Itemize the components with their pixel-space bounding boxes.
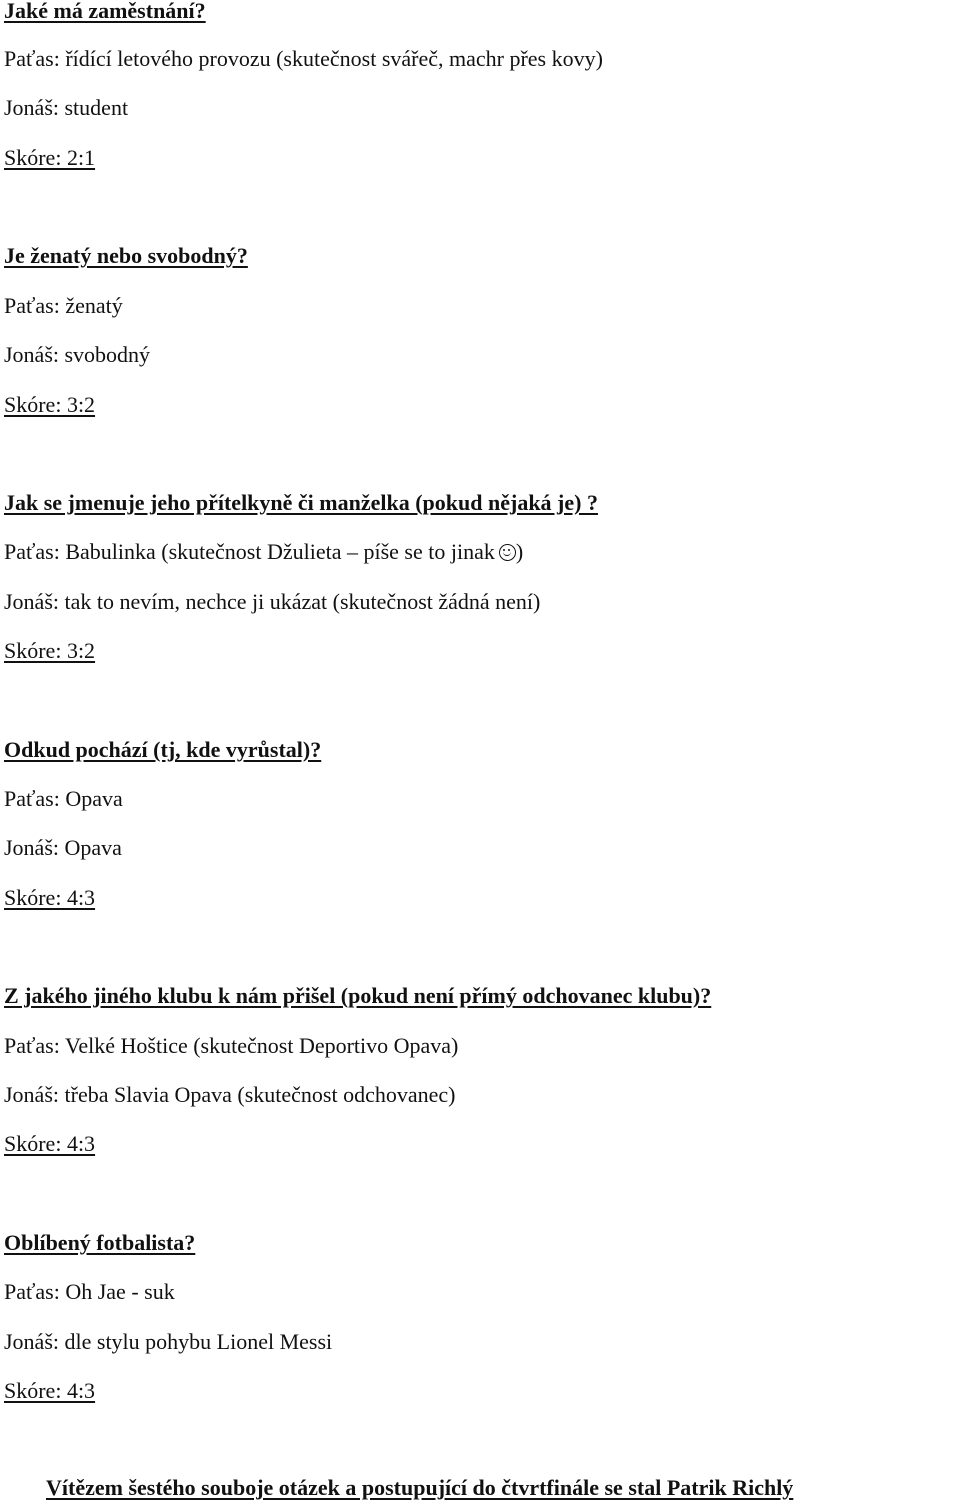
jonas-answer: Jonáš: tak to nevím, nechce ji ukázat (skutečnost žádná není): [4, 589, 541, 614]
patas-answer: Paťas: ženatý: [4, 293, 123, 318]
question-heading: Z jakého jiného klubu k nám přišel (pokud není přímý odchovanec klubu)?: [4, 983, 712, 1008]
patas-answer: [4, 537, 523, 567]
score-line: Skóre: 4:3: [4, 885, 96, 910]
patas-answer: Paťas: Opava: [4, 786, 123, 811]
jonas-answer: Jonáš: Opava: [4, 835, 122, 860]
score-line: Skóre: 2:1: [4, 145, 96, 170]
patas-answer-suffix: ): [515, 539, 524, 564]
jonas-answer: Jonáš: student: [4, 95, 129, 120]
smiley-icon: [499, 544, 516, 561]
score-line: Skóre: 3:2: [4, 638, 96, 663]
question-heading: Jak se jmenuje jeho přítelkyně či manželka (pokud nějaká je) ?: [4, 490, 598, 515]
question-heading: Je ženatý nebo svobodný?: [4, 243, 248, 268]
question-heading: Odkud pochází (tj, kde vyrůstal)?: [4, 737, 322, 762]
jonas-answer: Jonáš: dle stylu pohybu Lionel Messi: [4, 1329, 333, 1354]
patas-answer: Paťas: Velké Hoštice (skutečnost Deportivo Opava): [4, 1033, 459, 1058]
jonas-answer: Jonáš: třeba Slavia Opava (skutečnost odchovanec): [4, 1082, 456, 1107]
patas-answer-text: Paťas: Babulinka (skutečnost Džulieta – píše se to jinak: [4, 539, 495, 564]
question-heading: Oblíbený fotbalista?: [4, 1230, 196, 1255]
patas-answer: Paťas: Oh Jae - suk: [4, 1279, 175, 1304]
score-line: Skóre: 4:3: [4, 1378, 96, 1403]
score-line: Skóre: 4:3: [4, 1131, 96, 1156]
question-heading: Jaké má zaměstnání?: [4, 0, 206, 23]
jonas-answer: Jonáš: svobodný: [4, 342, 151, 367]
patas-answer: Paťas: řídící letového provozu (skutečnost svářeč, machr přes kovy): [4, 46, 603, 71]
winner-statement: Vítězem šestého souboje otázek a postupující do čtvrtfinále se stal Patrik Richlý: [46, 1475, 794, 1500]
score-line: Skóre: 3:2: [4, 392, 96, 417]
